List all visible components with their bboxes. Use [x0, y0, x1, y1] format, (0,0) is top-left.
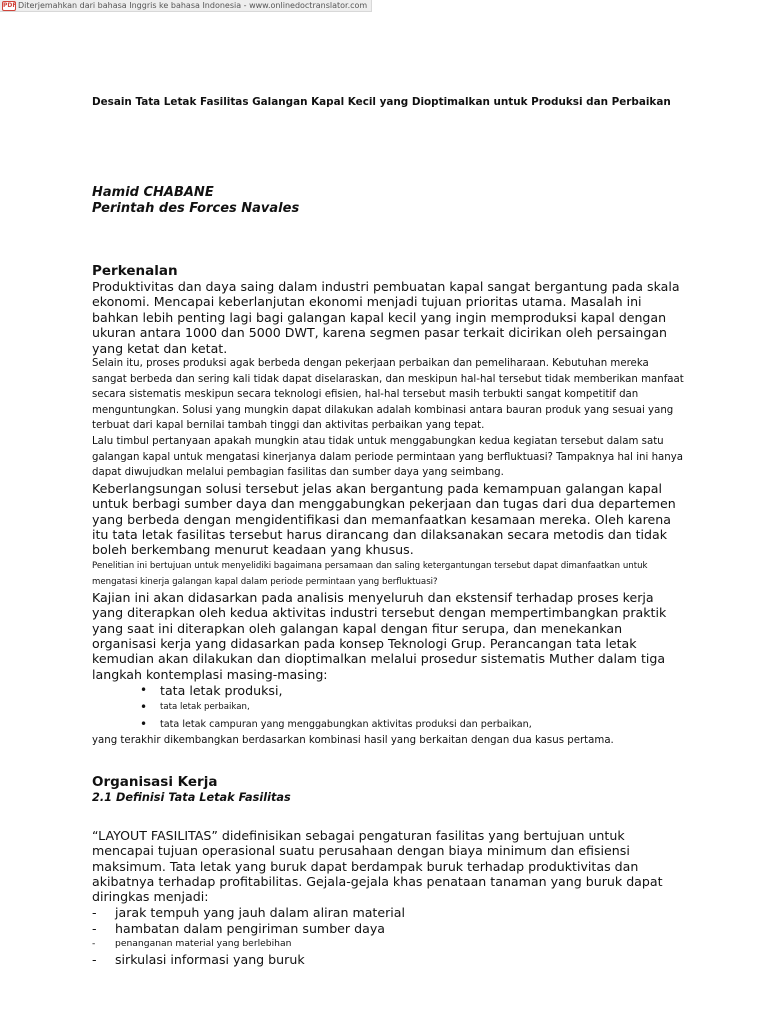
list-item-text: jarak tempuh yang jauh dalam aliran material: [115, 904, 406, 920]
section2-heading: Organisasi Kerja: [92, 773, 218, 790]
intro-paragraph-5: Penelitian ini bertujuan untuk menyelidiki bagaimana persamaan dan saling ketergantungan tersebut dapat dimanfaatkan untuk mengatasi kinerja galangan kapal dalam periode permintaan yang berfluktuasi?: [92, 560, 648, 587]
layout-steps-list: [92, 682, 684, 733]
dash-icon: -: [92, 938, 96, 950]
intro-paragraph-1: Produktivitas dan daya saing dalam industri pembuatan kapal sangat bergantung pada skala ekonomi. Mencapai keberlanjutan ekonomi menjadi tujuan prioritas utama. Masalah ini bahkan lebih penting lagi bagi galangan kapal kecil yang ingin memproduksi kapal dengan ukuran antara 1000 dan 5000 DWT, karena segmen pasar terkait dicirikan oleh persaingan yang ketat dan ketat.: [92, 279, 680, 356]
list-item: [92, 905, 684, 921]
translator-banner[interactable]: [0, 0, 372, 12]
dash-icon: -: [92, 952, 97, 968]
list-item-text: tata letak perbaikan,: [160, 702, 250, 713]
intro-paragraph-2: Selain itu, proses produksi agak berbeda dengan pekerjaan perbaikan dan pemeliharaan. Kebutuhan mereka sangat berbeda dan sering kali tidak dapat diselaraskan, dan meskipun hal-hal tersebut tidak memberikan manfaat secara sistematis meskipun secara teknologi efisien, hal-hal tersebut masih terbukti sangat kompetitif dan menguntungkan. Solusi yang mungkin dapat dilakukan adalah kombinasi antara bauran produk yang sesuai yang terbuat dari kapal bernilai tambah tinggi dan aktivitas perbaikan yang tepat.: [92, 358, 684, 432]
intro-paragraph-6: Kajian ini akan didasarkan pada analisis menyeluruh dan ekstensif terhadap proses kerja yang diterapkan oleh kedua aktivitas industri tersebut dengan mempertimbangkan praktik yang saat ini diterapkan oleh galangan kapal dengan fitur serupa, dan menekankan organisasi kerja yang didasarkan pada konsep Teknologi Grup. Perancangan tata letak kemudian akan dilakukan dan dioptimalkan melalui prosedur sistematis Muther dalam tiga langkah kontemplasi masing-masing:: [92, 589, 667, 682]
bullet-icon: •: [140, 717, 148, 732]
section2-subheading: 2.1 Definisi Tata Letak Fasilitas: [92, 790, 291, 804]
list-item: [140, 699, 684, 716]
list-item: [92, 952, 684, 968]
intro-heading: Perkenalan: [92, 263, 178, 279]
intro-paragraph-4: Keberlangsungan solusi tersebut jelas akan bergantung pada kemampuan galangan kapal untuk berbagi sumber daya dan menggabungkan pekerjaan dan tugas dari dua departemen yang berbeda dengan mengidentifikasi dan memanfaatkan kesamaan mereka. Oleh karena itu tata letak fasilitas tersebut harus dirancang dan dilaksanakan secara metodis dan tidak boleh berkembang menurut keadaan yang khusus.: [92, 480, 676, 558]
list-item: [92, 936, 684, 952]
author-name: Hamid CHABANE: [92, 185, 214, 200]
list-item: [140, 716, 684, 733]
symptoms-list: [92, 905, 684, 968]
list-item-text: penanganan material yang berlebihan: [115, 938, 292, 950]
pdf-icon: PDF: [3, 1, 17, 9]
banner-text[interactable]: Diterjemahkan dari bahasa Inggris ke bahasa Indonesia - www.onlinedoctranslator.com: [18, 1, 368, 10]
section2-paragraph-1: “LAYOUT FASILITAS” didefinisikan sebagai pengaturan fasilitas yang bertujuan untuk mencapai tujuan operasional suatu perusahaan dengan biaya minimum dan efisiensi maksimum. Tata letak yang buruk dapat berdampak buruk terhadap produktivitas dan akibatnya terhadap profitabilitas. Gejala-gejala khas penataan tanaman yang buruk dapat diringkas menjadi:: [92, 827, 663, 905]
bullet-icon: •: [140, 700, 148, 715]
list-item-text: tata letak campuran yang menggabungkan aktivitas produksi dan perbaikan,: [160, 719, 532, 731]
document-title: Desain Tata Letak Fasilitas Galangan Kapal Kecil yang Dioptimalkan untuk Produksi dan Perbaikan: [92, 96, 671, 108]
dash-icon: -: [92, 904, 97, 920]
list-item-text: hambatan dalam pengiriman sumber daya: [115, 920, 385, 936]
list-item: [92, 921, 684, 937]
intro-paragraph-7: yang terakhir dikembangkan berdasarkan kombinasi hasil yang berkaitan dengan dua kasus pertama.: [92, 735, 614, 747]
dash-icon: -: [92, 920, 97, 936]
bullet-icon: •: [140, 683, 148, 698]
author-block: [92, 185, 684, 217]
list-item: [140, 682, 684, 699]
document-page: [92, 94, 684, 968]
author-affiliation: Perintah des Forces Navales: [92, 201, 300, 216]
intro-paragraph-3: Lalu timbul pertanyaan apakah mungkin atau tidak untuk menggabungkan kedua kegiatan tersebut dalam satu galangan kapal untuk mengatasi kinerjanya dalam periode permintaan yang berfluktuasi? Tampaknya hal ini hanya dapat diwujudkan melalui pembagian fasilitas dan sumber daya yang seimbang.: [92, 436, 684, 479]
list-item-text: sirkulasi informasi yang buruk: [115, 952, 305, 968]
list-item-text: tata letak produksi,: [160, 683, 283, 699]
